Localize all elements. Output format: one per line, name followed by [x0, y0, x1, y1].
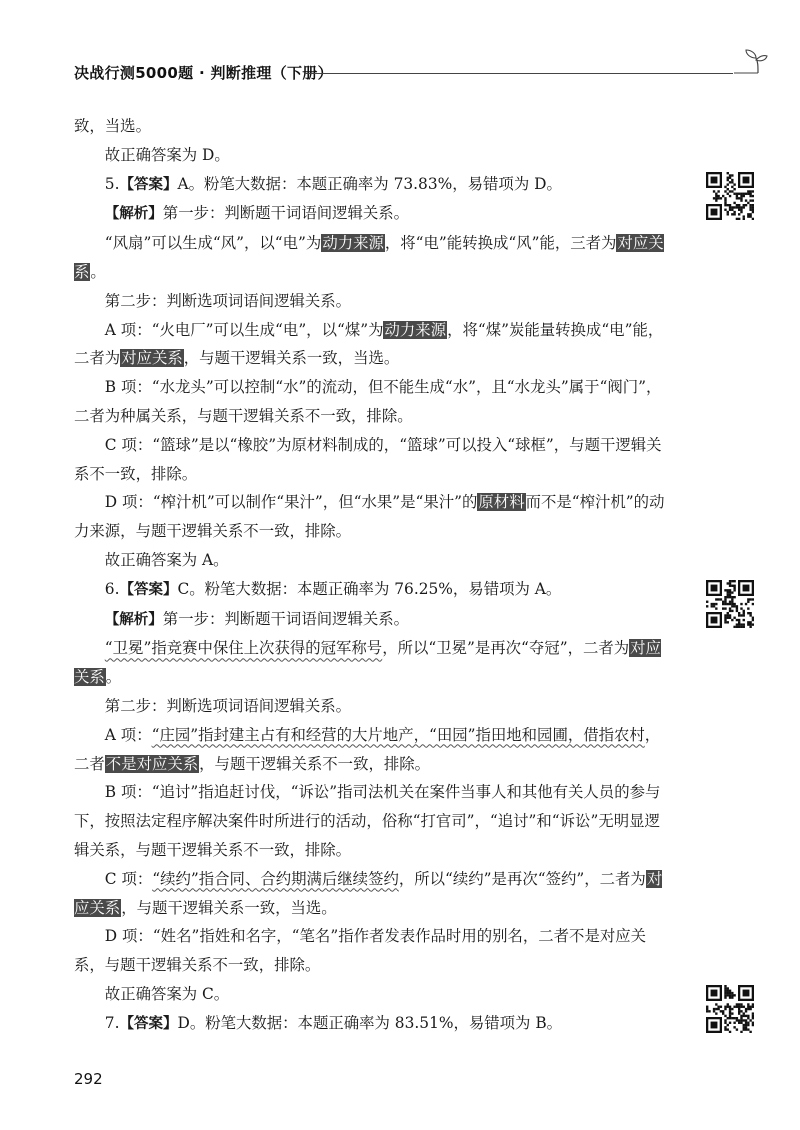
- text: ，所以“卫冕”是再次“夺冠”，二者为: [382, 639, 630, 658]
- option-c-q6: [74, 865, 674, 923]
- highlight: 对应关系: [121, 349, 183, 368]
- question-number: 6.: [104, 579, 120, 598]
- answer-tag: 【答案】: [119, 1015, 178, 1032]
- highlight: 不是对应关系: [105, 754, 199, 773]
- paragraph: [74, 634, 674, 692]
- text: A 项：: [104, 725, 152, 744]
- page-number: 292: [74, 1070, 103, 1088]
- text: 致，当选。: [74, 117, 151, 135]
- text: 第一步：判断题干词语间逻辑关系。: [162, 609, 410, 628]
- sprout-icon: [732, 48, 768, 78]
- answer-line-q7: [74, 1009, 674, 1039]
- text: ，与题干逻辑关系不一致，排除。: [199, 754, 431, 773]
- highlight: 动力来源: [322, 234, 384, 253]
- text: 第一步：判断题干词语间逻辑关系。: [162, 204, 410, 223]
- text: A 项：“火电厂”可以生成“电”，以“煤”为: [104, 320, 384, 339]
- option-a-q6: [74, 721, 674, 779]
- text: 故正确答案为 D。: [104, 145, 230, 164]
- text: 。: [90, 262, 106, 281]
- text: 第二步：判断选项词语间逻辑关系。: [104, 291, 352, 310]
- paragraph: [74, 229, 674, 287]
- highlight: 动力来源: [384, 320, 447, 339]
- text: 。: [105, 668, 122, 687]
- option-a-q5: [74, 316, 674, 374]
- qr-code-icon[interactable]: [706, 580, 754, 628]
- text: ，与题干逻辑关系一致，当选。: [121, 898, 337, 917]
- text: D 项：“榨汁机”可以制作“果汁”，但“水果”是“果汁”的: [104, 493, 478, 512]
- paragraph: [74, 980, 674, 1009]
- highlight: 对应关系: [74, 869, 663, 917]
- text: D。粉笔大数据：本题正确率为 83.51%，易错项为 B。: [177, 1013, 563, 1032]
- paragraph: [74, 112, 674, 141]
- question-number: 7.: [104, 1013, 120, 1032]
- option-b-q5: [74, 373, 674, 431]
- qr-code-icon[interactable]: [706, 172, 754, 220]
- text: “风扇”可以生成“风”，以“电”为: [104, 234, 322, 253]
- text: B 项：“水龙头”可以控制“水”的流动，但不能生成“水”，且“水龙头”属于“阀门”，二者为种属关系，与题干逻辑关系不一致，排除。: [74, 378, 662, 425]
- question-number: 5.: [104, 174, 120, 193]
- text: C 项：: [104, 869, 153, 888]
- text: D 项：“姓名”指姓和名字，“笔名”指作者发表作品时用的别名，二者不是对应关系，与题干逻辑关系不一致，排除。: [74, 927, 647, 975]
- option-d-q6: [74, 922, 674, 980]
- text: C 项：“篮球”是以“橡胶”为原材料制成的，“篮球”可以投入“球框”，与题干逻辑关系不一致，排除。: [74, 435, 662, 483]
- answer-tag: 【答案】: [119, 176, 178, 193]
- text: ，与题干逻辑关系一致，当选。: [183, 349, 400, 368]
- highlight: 对应关系: [74, 639, 661, 687]
- answer-explanations: [74, 112, 674, 1039]
- text: B 项：“追讨”指追赶讨伐，“诉讼”指司法机关在案件当事人和其他有关人员的参与下，按照法定程序解决案件时所进行的活动，俗称“打官司”，“追讨”和“诉讼”无明显逻辑关系，与题干逻辑关系不一致，排除。: [74, 783, 661, 859]
- analysis-tag: 【解析】: [104, 206, 163, 223]
- paragraph: [74, 546, 674, 575]
- answer-line-q5: [74, 170, 674, 200]
- option-b-q6: [74, 778, 674, 864]
- highlight: 原材料: [478, 493, 525, 512]
- analysis-line-q6: [74, 605, 674, 635]
- wavy-underline-text: “续约”指合同、合约期满后继续签约: [152, 869, 399, 888]
- header-divider: [305, 73, 733, 74]
- text: A。粉笔大数据：本题正确率为 73.83%，易错项为 D。: [177, 174, 562, 193]
- wavy-underline-text: “卫冕”指竞赛中保住上次获得的冠军称号: [104, 639, 383, 658]
- option-d-q5: [74, 488, 674, 546]
- answer-tag: 【答案】: [119, 581, 178, 598]
- text: ，将“煤”炭能量转换成“电”能，二者为: [74, 320, 664, 368]
- text: ，将“电”能转换成“风”能，三者为: [384, 234, 617, 253]
- text: 而不是“榨汁机”的动力来源，与题干逻辑关系不一致，排除。: [74, 493, 665, 541]
- paragraph: [74, 692, 674, 721]
- analysis-line-q5: [74, 199, 674, 229]
- highlight: 对应关系: [74, 234, 664, 281]
- answer-line-q6: [74, 575, 674, 605]
- text: ，二者: [74, 725, 661, 773]
- paragraph: [74, 141, 674, 170]
- text: 第二步：判断选项词语间逻辑关系。: [104, 696, 352, 715]
- book-title: 决战行测5000题 · 判断推理（下册）: [74, 64, 333, 82]
- paragraph: [74, 287, 674, 316]
- text: ，所以“续约”是再次“签约”，二者为: [398, 869, 646, 888]
- analysis-tag: 【解析】: [104, 611, 163, 628]
- wavy-underline-text: “庄园”指封建主占有和经营的大片地产，“田园”指田地和园圃，借指农村: [151, 725, 645, 744]
- option-c-q5: [74, 431, 674, 489]
- text: 故正确答案为 C。: [104, 984, 230, 1003]
- qr-code-icon[interactable]: [706, 985, 754, 1033]
- text: C。粉笔大数据：本题正确率为 76.25%，易错项为 A。: [177, 579, 562, 598]
- text: 故正确答案为 A。: [104, 550, 229, 569]
